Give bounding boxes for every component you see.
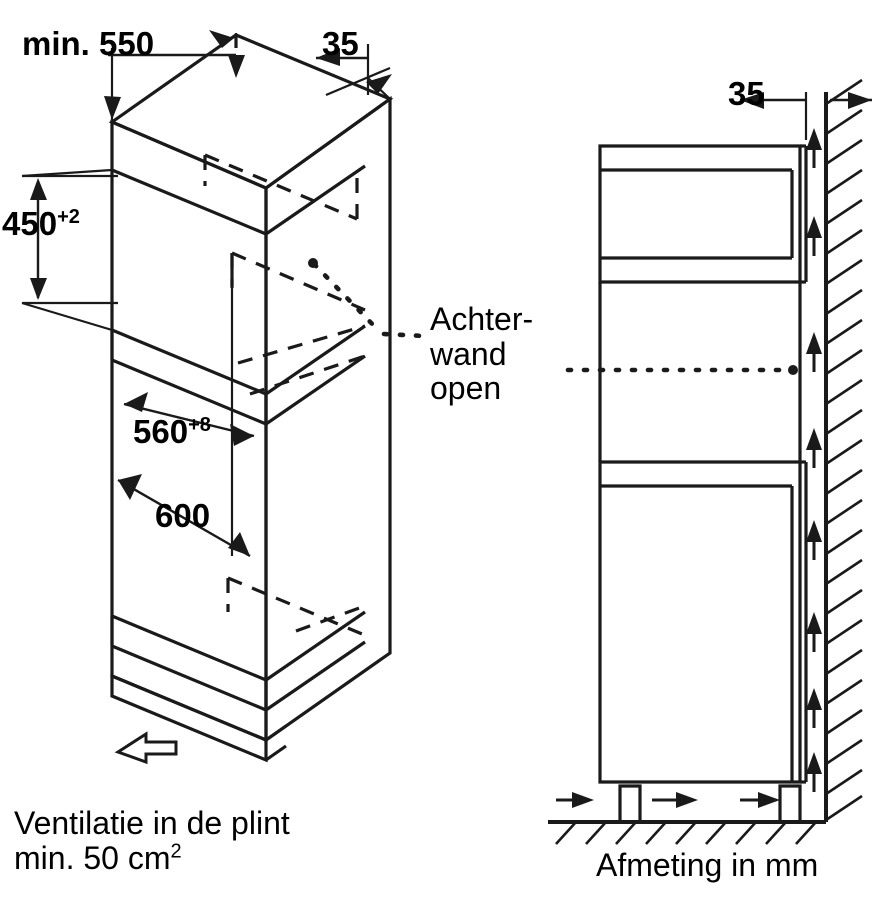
floor-hatch-5 (676, 822, 696, 844)
callout-achterwand-open (430, 302, 533, 406)
dim-560-arrow-right (230, 424, 254, 446)
wall-hatch-12 (826, 410, 862, 434)
shelf-bottom-front-edge-bottom (112, 646, 266, 710)
caption-left (14, 806, 290, 875)
airflow-arrow-3-head (806, 332, 822, 354)
caption-left-line-2-text: min. 50 cm (14, 839, 171, 876)
dim-depth-arrow-right (228, 55, 245, 78)
shelf-mid-rear-dashed-top (232, 253, 365, 310)
callout-line-2: wand (430, 335, 507, 372)
caption-left-line-2-sup: 2 (170, 839, 182, 862)
floor-hatch-9 (796, 822, 816, 844)
wall-hatch-24 (826, 770, 862, 794)
floor-hatch-4 (646, 822, 666, 844)
airflow-arrow-8-head (806, 752, 822, 774)
caption-left-line-2 (14, 841, 290, 876)
dim-label-niche-height-value: 450 (2, 205, 58, 242)
airflow-arrow-4-head (806, 428, 822, 450)
wall-hatch-13 (826, 440, 862, 464)
floor-hatch-3 (616, 822, 636, 844)
dim-label-niche-height-tolerance: +2 (57, 206, 80, 228)
wall-hatch-17 (826, 560, 862, 584)
wall-hatch-16 (826, 530, 862, 554)
wall-hatch-15 (826, 500, 862, 524)
wall-hatch-20 (826, 650, 862, 674)
floor-hatch-2 (586, 822, 606, 844)
wall-hatch-9 (826, 320, 862, 344)
plinth-airflow-3-head (758, 792, 780, 808)
plinth-side-top (266, 726, 286, 740)
callout-line-3: open (430, 370, 502, 407)
dim-depth-arrow-top (209, 30, 234, 48)
lower-cabinet-outline (600, 462, 800, 782)
dim-label-niche-width-value: 560 (133, 413, 189, 450)
dim-450-arrow-top (30, 178, 47, 200)
plinth-foot-right (780, 786, 800, 822)
cabinet-right-face (266, 99, 390, 740)
wall-hatch-10 (826, 350, 862, 374)
wall-hatch-8 (826, 290, 862, 314)
dim-450-leader-bottom (22, 303, 112, 330)
airflow-arrow-6-head (806, 612, 822, 634)
dim-label-gap-top-right: 35 (728, 75, 765, 112)
shelf-bottom-side-edge-bottom (266, 642, 365, 710)
shelf-mid-side-edge-bottom (266, 356, 365, 424)
shelf-bottom-side-edge-top (266, 612, 365, 680)
wall-hatch-23 (826, 740, 862, 764)
wall-hatch-6 (826, 230, 862, 254)
wall-hatch-2 (826, 110, 862, 134)
wall-hatch-25 (826, 796, 862, 820)
shelf-bottom-rear-dashed (228, 578, 362, 634)
dim-label-niche-width-tolerance: +8 (188, 414, 211, 436)
ventilation-arrow (118, 734, 176, 762)
floor-hatch-7 (736, 822, 756, 844)
caption-right: Afmeting in mm (596, 847, 819, 883)
wall-hatch-21 (826, 680, 862, 704)
dim-label-cabinet-width: 600 (155, 497, 211, 534)
wall-hatch-4 (826, 170, 862, 194)
callout-leader-dotted-1 (314, 264, 378, 330)
dim-label-depth-min: min. 550 (22, 25, 155, 62)
callout-dot-left (308, 258, 318, 268)
callout-line-1: Achter- (430, 301, 534, 337)
airflow-arrow-5-head (806, 520, 822, 542)
caption-left-line-1: Ventilatie in de plint (14, 805, 290, 841)
wall-hatch-18 (826, 590, 862, 614)
floor-hatch-8 (766, 822, 786, 844)
wall-hatch-14 (826, 470, 862, 494)
plinth-side-bottom (266, 746, 286, 760)
floor-hatch-6 (706, 822, 726, 844)
dim-label-gap-top-left: 35 (322, 25, 359, 62)
shelf-mid-rear-dashed-2 (238, 326, 365, 363)
dim-600-arrow-left (118, 474, 142, 500)
airflow-arrow-7-head (806, 688, 822, 710)
upper-cabinet-outline (600, 146, 800, 282)
wall-hatch-3 (826, 140, 862, 164)
airflow-arrow-2-head (806, 216, 822, 238)
plinth-airflow-1-head (572, 792, 594, 808)
airflow-arrow-1-head (806, 128, 822, 150)
wall-hatch-11 (826, 380, 862, 404)
wall-hatch-22 (826, 710, 862, 734)
wall-hatch-5 (826, 200, 862, 224)
plinth-airflow-2-head (676, 792, 698, 808)
dim-label-niche-height (2, 206, 80, 242)
callout-dot-right (788, 365, 798, 375)
dim-450-arrow-bottom (30, 278, 47, 300)
floor-hatch-1 (556, 822, 576, 844)
shelf-bottom-front-edge-top (112, 616, 266, 680)
wall-hatch-7 (826, 260, 862, 284)
plinth-foot-left (620, 786, 640, 822)
dim-label-niche-width (133, 414, 211, 450)
wall-hatch-19 (826, 620, 862, 644)
